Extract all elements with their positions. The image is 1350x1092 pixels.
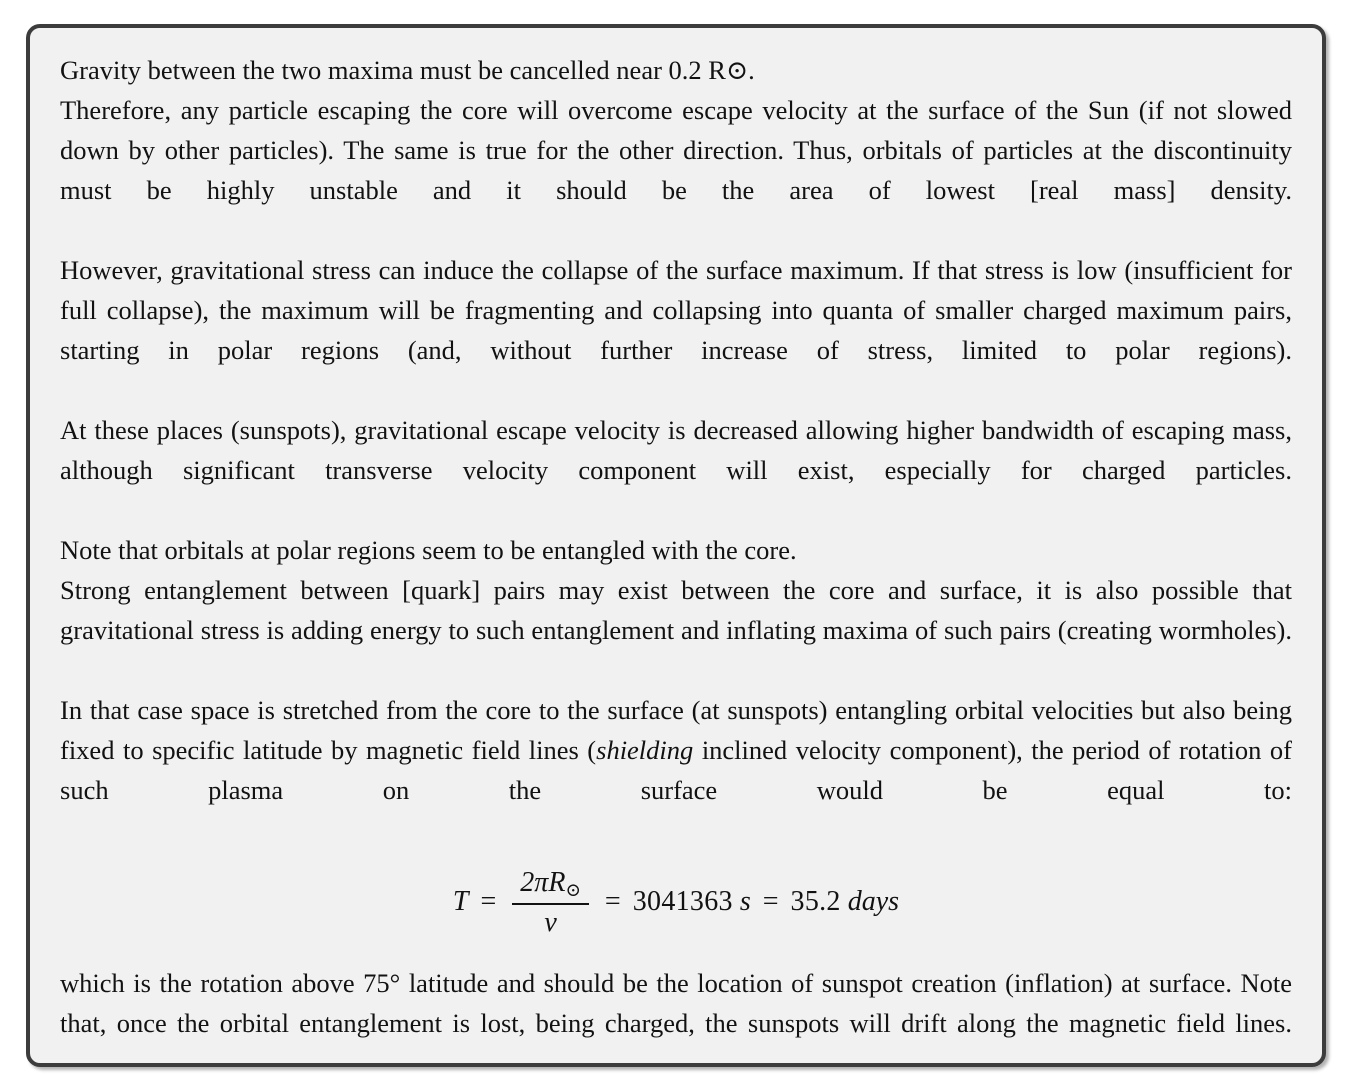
paragraph-text: Note that orbitals at polar regions seem to be entangled with the core. <box>60 535 797 565</box>
equation-fraction <box>512 868 589 937</box>
equation-equals-2: = <box>604 886 621 918</box>
numerator-radius-symbol: R <box>548 867 566 898</box>
framed-content-box <box>26 24 1326 1067</box>
equation-row <box>453 868 899 937</box>
stretched-text-part-1: In that case space is stretched from the core to the surface (at sunspots) entangling orbital velocities but also being fixed to specific latitude by magnetic field lines ( <box>60 695 1292 765</box>
paragraph-space-stretched <box>60 690 1292 850</box>
paragraph-text: At these places (sunspots), gravitational escape velocity is decreased allowing higher bandwidth of escaping mass, although significant transverse velocity component will exist, especially for charged particles. <box>60 415 1292 485</box>
paragraph-text: Strong entanglement between [quark] pairs may exist between the core and surface, it is also possible that gravitational stress is adding energy to such entanglement and inflating maxima of such pairs (creating wormholes). <box>60 575 1292 645</box>
numerator-coefficient: 2 <box>520 867 535 898</box>
paragraph-gravitational-stress <box>60 250 1292 410</box>
paragraph-closing-rotation <box>60 963 1292 1067</box>
paragraph-sunspots-bandwidth <box>60 410 1292 530</box>
equation-value-seconds: 3041363 <box>632 886 733 918</box>
paragraph-polar-orbitals <box>60 530 1292 570</box>
paragraph-text: which is the rotation above 75° latitude and should be the location of sunspot creation (inflation) at surface. Note that, once the orbital entanglement is lost, being charged, the sunspots will drift along the magnetic field lines. <box>60 967 1292 1038</box>
equation-equals-3: = <box>762 886 779 918</box>
stretched-text-part-2: inclined velocity component), the period of rotation of such plasma on the surface would be equal to: <box>60 735 1292 805</box>
paragraph-text: However, gravitational stress can induce the collapse of the surface maximum. If that stress is low (insufficient for full collapse), the maximum will be fragmenting and collapsing into quanta of smaller charged maximum pairs, starting in polar regions (and, without further increase of stress, limited to polar regions). <box>60 255 1292 365</box>
equation-equals-1: = <box>480 886 497 918</box>
paragraph-text: Therefore, any particle escaping the core will overcome escape velocity at the surface of the Sun (if not slowed down by other particles). The same is true for the other direction. Thus, orbitals of particles at the discontinuity must be highly unstable and it should be the area of lowest [real mass] density. <box>60 95 1292 205</box>
equation-unit-days: days <box>847 886 900 918</box>
document-body <box>60 50 1292 1067</box>
display-equation <box>60 868 1292 937</box>
equation-numerator <box>512 868 589 903</box>
numerator-pi-symbol: π <box>534 867 549 898</box>
paragraph-strong-entanglement <box>60 570 1292 690</box>
emphasis-shielding: shielding <box>596 735 694 765</box>
equation-denominator: v <box>544 906 557 938</box>
equation-value-days: 35.2 <box>790 886 841 918</box>
sun-symbol-icon: ⊙ <box>565 880 581 901</box>
equation-lhs-symbol: T <box>452 886 469 918</box>
paragraph-gravity-cancelled <box>60 50 1292 90</box>
paragraph-text: Gravity between the two maxima must be cancelled near 0.2 R⊙. <box>60 55 755 85</box>
equation-unit-seconds: s <box>739 886 751 918</box>
paragraph-escape-velocity <box>60 90 1292 250</box>
